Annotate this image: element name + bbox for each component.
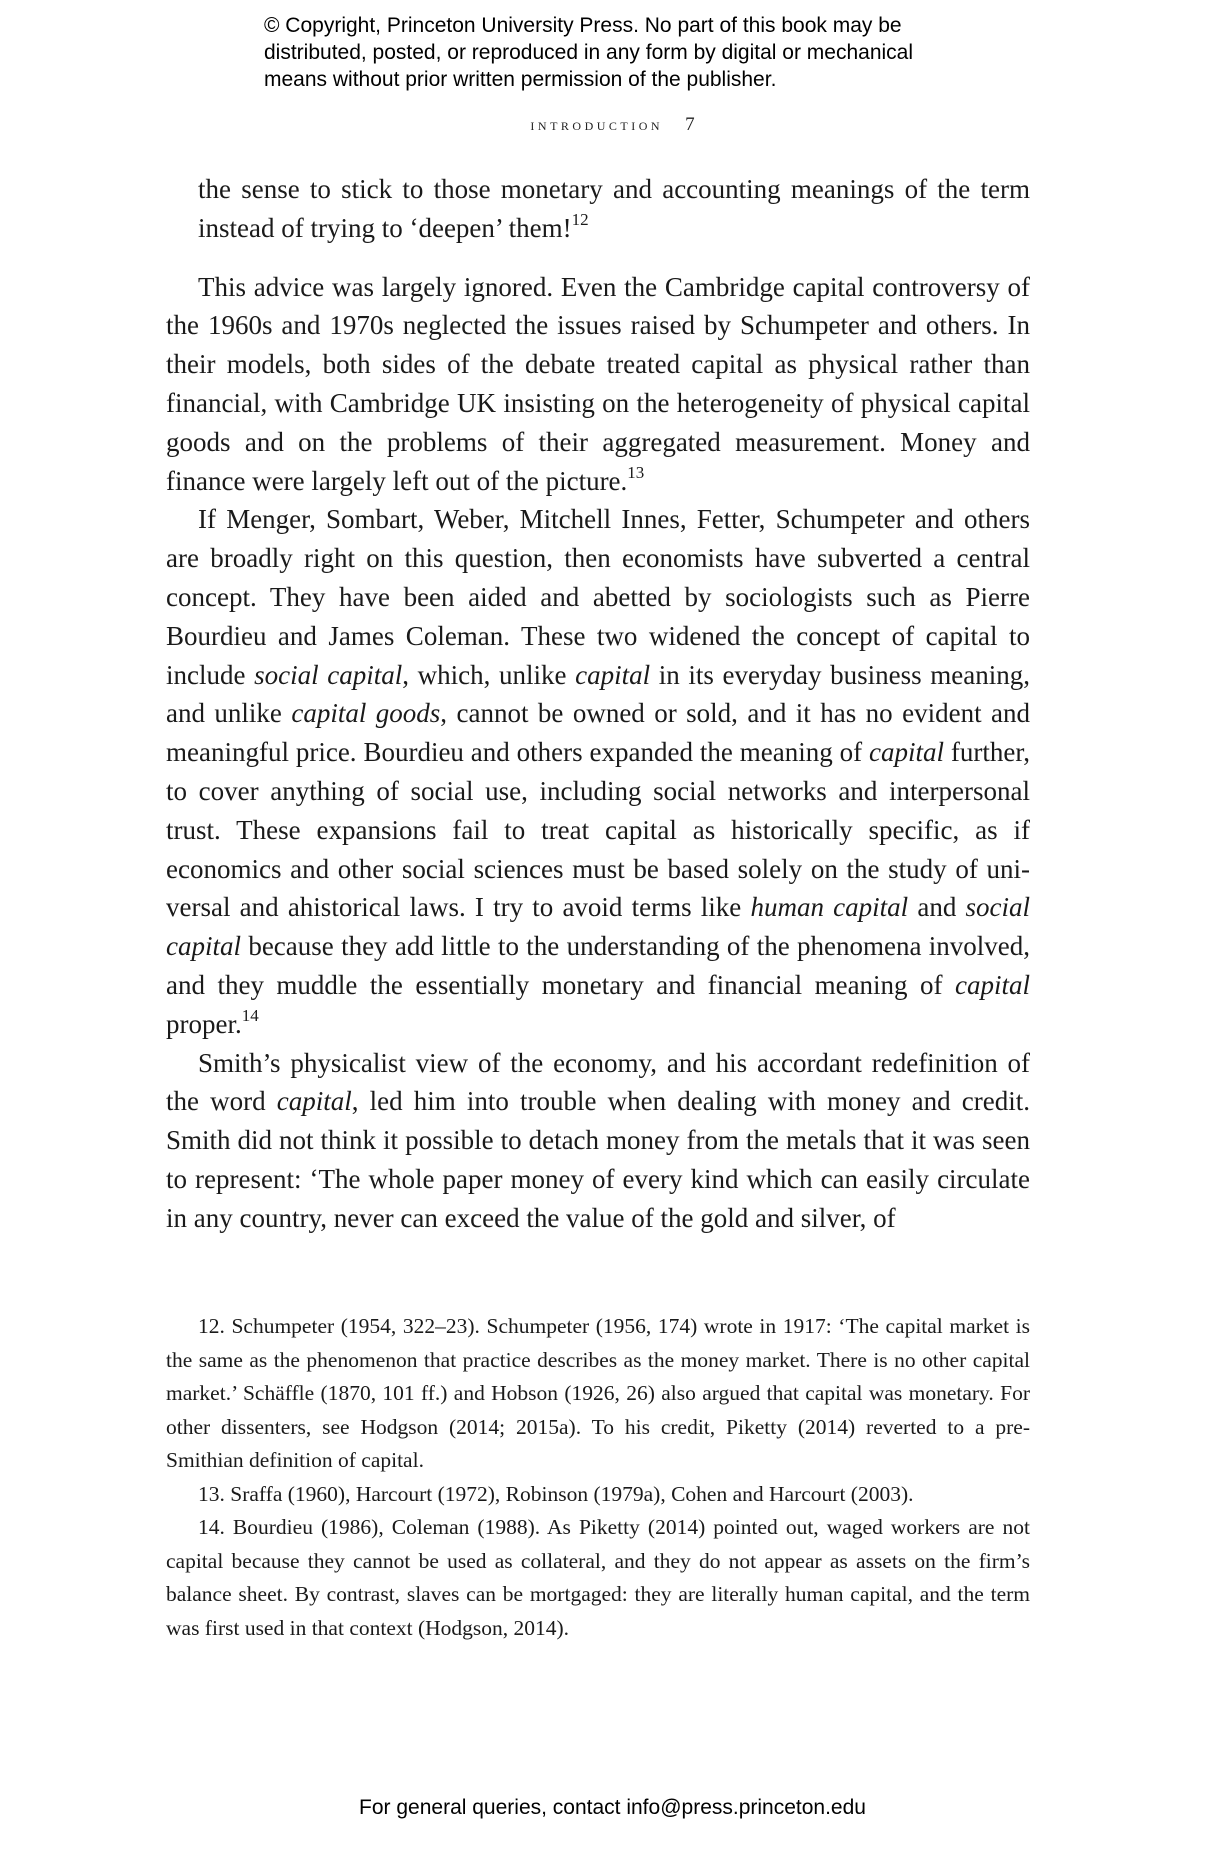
text-run: If Menger, Sombart, Weber, Mitchell Innes, Fetter, Schumpeter and others are broadly right on this question, then economists have subverted a central concept. They have been aided and abetted by sociologists such as Pierre Bourdieu and James Coleman. These two widened the concept of capital to include	[166, 504, 1030, 690]
text-run: Smith’s physicalist view of the economy, and his accordant redefinition of the word	[166, 1047, 1030, 1117]
italic-term: capital	[868, 737, 944, 768]
text-run: further, to cover anything of social use, including social networks and interpersonal trust. These expansions fail to treat capital as historically specific, as if economics and other social sciences must be based solely on the study of universal and ahistorical laws. I try to avoid terms like	[166, 737, 1030, 923]
footnotes	[166, 1310, 1030, 1645]
paragraph	[166, 500, 1030, 1043]
copyright-notice	[264, 12, 1024, 93]
footnote-13: 13. Sraffa (1960), Harcourt (1972), Robinson (1979a), Cohen and Harcourt (2003).	[198, 1481, 914, 1506]
paragraph	[166, 1044, 1030, 1238]
text-run: , which, unlike	[402, 659, 576, 690]
copyright-line: means without prior written permission of the publisher.	[264, 68, 777, 91]
italic-term: social capital	[166, 892, 1031, 962]
text-run: , cannot be owned or sold, and it has no evident and meaningful price. Bourdieu and others expanded the meaning of	[166, 698, 1030, 768]
text-run: This advice was largely ignored. Even the Cambridge capital controversy of the 1960s and 1970s neglected the issues raised by Schumpeter and others. In their models, both sides of the debate treated capital as physical rather than financial, with Cambridge UK insisting on the heterogeneity of physical capital goods and on the problems of their aggregated measurement. Money and finance were largely left out of the picture.	[166, 271, 1030, 496]
text-run: because they add little to the understanding of the phenomena involved, and they muddle the essentially monetary and financial meaning of	[166, 931, 1030, 1000]
paragraph	[166, 170, 1030, 248]
running-head-title: introduction	[530, 115, 664, 134]
italic-term: capital	[575, 659, 651, 690]
italic-term: capital	[955, 969, 1030, 1000]
body-text	[166, 170, 1030, 1238]
italic-term: capital	[276, 1086, 352, 1117]
footnote-ref[interactable]: 13	[627, 462, 645, 482]
contact-line: For general queries, contact info@press.princeton.edu	[359, 1796, 866, 1819]
text-run: in its everyday business meaning, and unlike	[166, 659, 1030, 729]
footnote-ref[interactable]: 12	[571, 209, 589, 229]
paragraph	[166, 268, 1030, 501]
running-head	[0, 114, 1225, 136]
italic-term: human capital	[750, 892, 909, 923]
text-run: , led him into trouble when dealing with money and credit. Smith did not think it possible to detach money from the metals that it was seen to represent: ‘The whole paper money of every kind which can easily circulate in any country, never can exceed the value of the gold and silver, of	[166, 1086, 1031, 1233]
footnote-14: 14. Bourdieu (1986), Coleman (1988). As Piketty (2014) pointed out, waged workers are not capital because they cannot be used as collateral, and they do not appear as assets on the firm’s balance sheet. By contrast, slaves can be mortgaged: they are literally human capital, and the term was first used in that context (Hodgson, 2014).	[166, 1515, 1030, 1640]
copyright-line: © Copyright, Princeton University Press. No part of this book may be	[264, 14, 902, 37]
copyright-line: distributed, posted, or reproduced in any form by digital or mechanical	[264, 41, 914, 64]
text-run: and	[908, 892, 966, 923]
text-run: proper.	[166, 1008, 242, 1039]
footnote-ref[interactable]: 14	[241, 1005, 259, 1025]
italic-term: social capital	[254, 659, 403, 690]
footnote-12: 12. Schumpeter (1954, 322–23). Schumpeter (1956, 174) wrote in 1917: ‘The capital market is the same as the phenomenon that practice describes as the money market. There is no other capital market.’ Schäffle (1870, 101 ff.) and Hobson (1926, 26) also argued that capital was monetary. For other dissenters, see Hodgson (2014; 2015a). To his credit, Piketty (2014) reverted to a pre-Smithian definition of capital.	[166, 1314, 1030, 1472]
page-number: 7	[685, 114, 695, 135]
text-run: the sense to stick to those monetary and accounting meanings of the term instead of trying to ‘deepen’ them!	[198, 174, 1030, 243]
italic-term: capital goods	[291, 698, 441, 729]
